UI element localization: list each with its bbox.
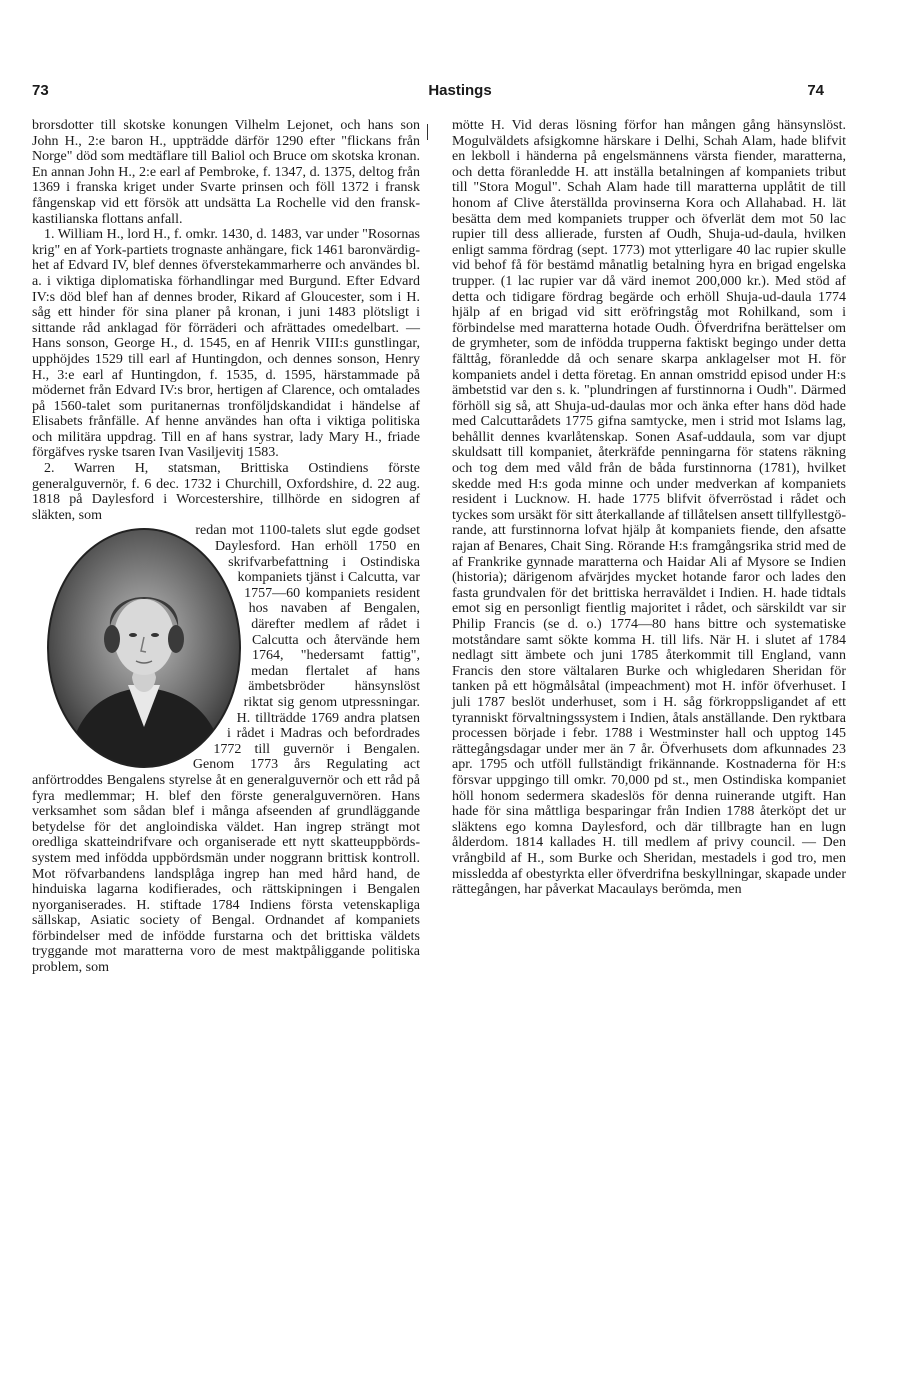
page-number-right: 74 bbox=[807, 82, 824, 99]
paragraph-william-hastings: 1. William H., lord H., f. omkr. 1430, d. 1483, var under "Rosornas krig" en af York-partiets trognaste anhängare, fick 1461 baronvärdighet af Edvard IV, blef dennes öfverstekammarherre och användes bl. a. i viktiga diplomatiska förhandlingar med Burgund. Efter Edvard IV:s död blef han af dennes broder, Rikard af Gloucester, som i H. såg ett hinder för sina planer på kronan, i juni 1483 plötsligt i sittande råd anklagad för förräderi och afrättades omedelbart. — Hans sonson, George H., d. 1545, en af Henrik VIII:s gunstlingar, upphöjdes 1529 till earl af Huntingdon, och dennes sonson, Henry H., 3:e earl af Huntingdon, f. 1535, d. 1595, härstammade på mödernet från Edvard IV:s bror, hertigen af Clarence, och omtalades på 1560-talet som puritanernas tronföljdskandidat i händelse af Elisabets frånfälle. Af henne användes han ofta i viktiga politiska och militära uppdrag. Till en af hans systrar, lady Mary H., friade förgäfves ryske tsaren Ivan Vasiljevitj 1583. bbox=[32, 227, 420, 461]
right-column bbox=[452, 118, 846, 898]
paragraph-warren-hastings-intro: 2. Warren H, statsman, Brittiska Ostindiens förste generalguvernör, f. 6 dec. 1732 i Churchill, Oxfordshire, d. 22 aug. 1818 på Daylesford i Worcestershire, tillhörde en sidogren af släkten, som bbox=[32, 461, 420, 523]
paragraph-john-hastings: brorsdotter till skotske konungen Vilhelm Lejonet, och hans son John H., 2:e baron H., uppträdde därför 1290 efter "flickans från Norge" död som medtäflare till Baliol och Bruce om skotska kronan. En annan John H., 2:e earl af Pembroke, f. 1347, d. 1375, deltog från 1369 i franska kriget under Svarte prinsen och föll 1372 i fransk fångenskap vid ett försök att undsätta La Rochelle vid den fransk-kastilianska flottans anfall. bbox=[32, 118, 420, 227]
column-rule bbox=[427, 124, 428, 140]
paragraph-hastings-india-policy: mötte H. Vid deras lösning förfor han mången gång hänsynslöst. Mogulväldets afsigkomne härskare i Delhi, Schah Alam, hade blifvit en lekboll i händerna på engelsmännens värsta fiender, maratterna, och detta föranledde H. att inställa betalningen af kompaniets tribut till "Stora Mogul". Schah Alam hade till maratterna upplåtit de till honom af Clive återställda provinserna Kora och Allahabad. H. lät besätta dem med kompaniets trupper och öfverlät dem mot 50 lac rupier till dess allierade, fursten af Oudh, Shuja-ud-daula, hvilken enligt samma fördrag (sept. 1773) mot ytterligare 40 lac rupier skulle vid behof få för bestämd månatlig betalning hyra en brigad engelska trupper. (1 lac rupier var då värd inemot 200,000 kr.). Med stöd af detta och tidigare fördrag begärde och erhöll Shuja-ud-daula 1774 hjälp af en brigad vid sitt eröfringståg mot Rohilkand, som i förbindelse med maratterna hotade Oudh. Öfverdrifna berättelser om de grymheter, som de infödda trupperna faktiskt begingo under detta fälttåg, föranledde då och senare skarpa anklagelser mot H. för kompaniets andel i detta företag. En annan omstridd episod under H:s ämbetstid var den s. k. "plundringen af furstinnorna i Oudh". Därmed förhöll sig så, att Shuja-ud-daulas mor och änka efter hans död hade med Calcuttarådets 1775 gifna samtycke, men i strid mot Islams lag, behållit dennes kvarlåtenskap. Sonen Asaf-uddaula, som var djupt skuldsatt till kompaniet, återkräfde penningarna för statens räkning och tog dem med våld från de båda furstinnorna (1781), hvilket skedde med H:s goda minne och under medverkan af kompaniets resident i Lucknow. H. hade 1775 blifvit öfverröstad i rådet och tyckes som ursäkt för sitt återkallande af tillåtelsen ansett tillfyllestgörande, att furstinnorna lofvat hjälp åt kompaniets fiende, den afsatte rajan af Benares, Chait Sing. Rörande H:s framgångsrika strid med de af Frankrike gynnade maratterna och Haidar Ali af Mysore se Indien (historia); därigenom afvärjdes mycket hotande faror och lades den fasta grundvalen för det brittiska herraväldet i Indien. H. hade tidtals emot sig en personligt fientlig majoritet i rådet, och särskildt var sir Philip Francis (se d. o.) 1774—80 hans bittre och systematiske motståndare samt sökte komma H. till lifs. När H. i slutet af 1784 nedlagt sitt ämbete och juni 1785 återkommit till England, vann Francis den store vältalaren Burke och whigledaren Sheridan för tanken på ett högmålsåtal (impeachment) mot H. inför öfverhuset. I juli 1787 beslöt underhuset, som i H. såg förkroppsligandet af ett tyranniskt förvaltningssystem i Indien, åtals anställande. Den ryktbara processen började i febr. 1788 i Westminster hall och upptog 145 rättegångsdagar under mer än 7 år. Öfverhusets dom afkunnades 23 apr. 1795 och utföll fullständigt frikännande. Kostnaderna för H:s försvar uppgingo till omkr. 70,000 pd st., men Ostindiska kompaniet höll honom sedermera skadeslös för denna ruinerande utgift. Han hade för sina måttliga besparingar från Indien 1788 återköpt det ur släktens ego komna Daylesford, och där tillbragte han en lugn ålderdom. 1814 kallades H. till medlem af privy council. — Den vrångbild af H., som Burke och Sheridan, mestadels i god tro, men missledda af obestyrkta eller öfverdrifna beskyllningar, skapade under rättegången, har påverkat Macaulays berömda, men bbox=[452, 118, 846, 898]
page-number-left: 73 bbox=[32, 82, 49, 99]
paragraph-warren-hastings-career: redan mot 1100-talets slut egde godset Daylesford. Han erhöll 1750 en skrifvarbefattning i Ostindiska kompaniets tjänst i Calcutta, var 1757—60 kompaniets resident hos navaben af Bengalen, därefter medlem af rådet i Calcutta och återvände hem 1764, "hedersamt fattig", medan flertalet af hans ämbetsbröder hänsynslöst riktat sig genom utpressningar. H. tillträdde 1769 andra platsen i rådet i Madras och befordrades 1772 till guvernör i Bengalen. Genom 1773 års Regulating act anförtroddes Bengalens styrelse åt en generalguvernör och ett råd på fyra medlemmar; H. blef den förste generalguvernören. Hans verksamhet som sådan blef i många afseenden af grundläggande betydelse för det angloindiska väldet. Han ingrep strängt mot oredliga skatteindrifvare och organiserade ett nytt skatteuppbördssystem med infödda uppbördsmän under noggrann brittisk kontroll. Mot röfvarbandens landsplåga ingrep han med hård hand, de hinduiska lagarna kodifierades, och rättskipningen i Bengalen nyorganiserades. H. stiftade 1784 Indiens första vetenskapliga sällskap, Asiatic society of Bengal. Ordnandet af kompaniets förbindelser med de infödde furstarna och det brittiska väldets tryggande mot maratterna voro de mest maktpåliggande politiska problem, som bbox=[32, 523, 420, 976]
left-column bbox=[32, 118, 420, 976]
running-title: Hastings bbox=[428, 82, 492, 99]
warren-hastings-portrait bbox=[46, 527, 242, 769]
